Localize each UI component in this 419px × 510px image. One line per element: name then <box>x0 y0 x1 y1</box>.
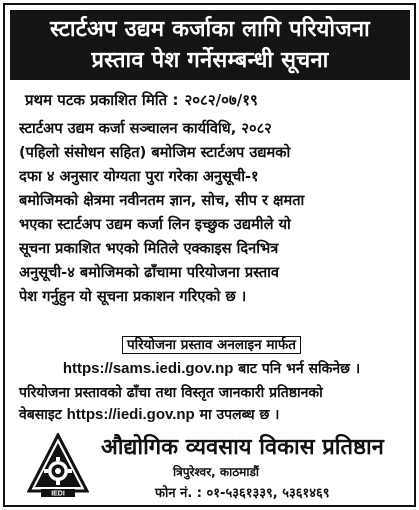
notice-panel <box>3 3 416 507</box>
online-submission-heading-text: परियोजना प्रस्ताव अनलाइन मार्फत <box>122 336 301 354</box>
notice-title-line-2: प्रस्ताव पेश गर्नेसम्बन्धी सूचना <box>91 48 329 73</box>
notice-title-line-1: स्टार्टअप उद्यम कर्जाका लागि परियोजना <box>50 17 370 42</box>
body-line: (पहिलो संसोधन सहित) बमोजिम स्टार्टअप उद्यमको <box>19 144 291 161</box>
online-submission-suffix: बाट पनि भर्न सकिनेछ । <box>233 361 361 377</box>
organization-address: त्रिपुरेश्वर, काठमाडौं <box>173 465 259 479</box>
body-line: पेश गर्नुहुन यो सूचना प्रकाशन गरिएको छ । <box>19 288 247 305</box>
notice-body <box>19 117 409 309</box>
body-line: स्टार्टअप उद्यम कर्जा सञ्चालन कार्यविधि, २०८२ <box>19 120 272 137</box>
more-info-line-2 <box>19 404 413 426</box>
notice-title-banner <box>10 10 410 80</box>
iedi-logo-text: IEDI <box>51 490 65 497</box>
more-info-prefix: वेबसाइट <box>19 407 67 423</box>
body-line: सूचना प्रकाशित भएको मितिले एक्काइस दिनभित्र <box>19 240 279 257</box>
online-submission-heading <box>5 336 418 354</box>
organization-name: औद्योगिक व्यवसाय विकास प्रतिष्ठान <box>101 435 384 460</box>
sams-portal-link[interactable]: https://sams.iedi.gov.np <box>62 360 234 377</box>
publication-date-value: २०८२/०७/१९ <box>184 91 258 109</box>
more-info-suffix: मा उपलब्ध छ । <box>194 407 280 423</box>
publication-date-line <box>25 87 395 113</box>
body-line: अनुसूची-४ बमोजिमको ढाँचामा परियोजना प्रस्ताव <box>19 264 280 281</box>
more-info-line-1: परियोजना प्रस्तावको ढाँचा तथा विस्तृत जानकारी प्रतिष्ठानको <box>19 385 323 401</box>
iedi-website-link[interactable]: https://iedi.gov.np <box>66 406 195 423</box>
iedi-logo-icon <box>27 433 89 497</box>
body-line: बमोजिमको क्षेत्रमा नवीनतम ज्ञान, सोच, सीप र क्षमता <box>19 192 305 209</box>
organization-footer <box>5 431 418 509</box>
online-submission-line <box>5 359 418 379</box>
publication-date-label: प्रथम पटक प्रकाशित मिति : <box>25 91 179 109</box>
body-line: भएका स्टार्टअप उद्यम कर्जा लिन इच्छुक उद्यमीले यो <box>19 216 291 233</box>
organization-phone: फोन नं. : ०१-५३६१३३९, ५३६१४६९ <box>155 486 330 501</box>
body-line: दफा ४ अनुसार योग्यता पुरा गरेका अनुसूची-१ <box>19 168 259 185</box>
more-info-block <box>19 382 413 426</box>
